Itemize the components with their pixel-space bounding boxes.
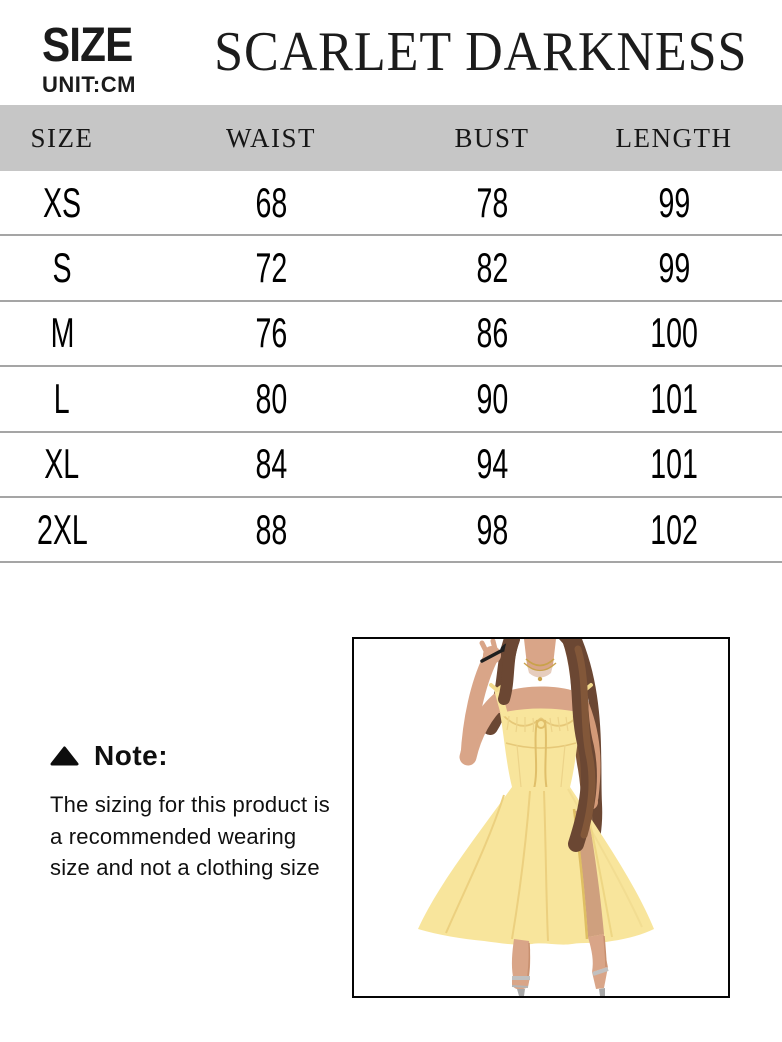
note-section (50, 740, 330, 884)
table-cell (124, 244, 418, 292)
cell-size: 2XL (36, 505, 88, 553)
table-cell (124, 309, 418, 357)
product-image-frame (352, 637, 730, 998)
table-cell (124, 505, 418, 553)
note-line: The sizing for this product is (50, 792, 330, 817)
dress-skirt (418, 787, 654, 945)
column-header-bust: BUST (454, 122, 530, 153)
cell-waist: 76 (255, 309, 287, 357)
brand-title: SCARLET DARKNESS (214, 21, 748, 83)
size-unit-label: UNIT:CM (42, 72, 136, 97)
cell-size: M (50, 309, 74, 357)
table-cell (124, 178, 418, 226)
table-cell (418, 374, 566, 422)
cell-bust: 82 (476, 244, 508, 292)
table-cell (566, 244, 782, 292)
cell-length: 101 (650, 440, 698, 488)
table-row-xs (0, 171, 782, 236)
cell-waist: 84 (255, 440, 287, 488)
table-cell (418, 244, 566, 292)
cell-length: 99 (658, 178, 690, 226)
table-row-xl (0, 433, 782, 498)
table-cell (566, 440, 782, 488)
table-cell (418, 440, 566, 488)
table-cell (0, 440, 124, 488)
table-cell (0, 178, 124, 226)
cell-size: L (54, 374, 70, 422)
product-photo-illustration (354, 639, 728, 996)
size-logo (42, 19, 145, 97)
cell-length: 101 (650, 374, 698, 422)
cell-waist: 72 (255, 244, 287, 292)
table-cell (566, 309, 782, 357)
cell-length: 102 (650, 505, 698, 553)
table-cell (0, 505, 124, 553)
cell-size: XL (44, 440, 80, 488)
table-cell (418, 178, 566, 226)
note-line: size and not a clothing size (50, 855, 320, 880)
cell-length: 99 (658, 244, 690, 292)
note-line: a recommended wearing (50, 823, 297, 849)
table-cell (0, 309, 124, 357)
table-cell (566, 505, 782, 553)
note-heading-row (50, 740, 330, 772)
cell-length: 100 (650, 309, 698, 357)
table-cell (124, 440, 418, 488)
column-header-length: LENGTH (615, 122, 733, 153)
table-cell (124, 374, 418, 422)
cell-bust: 98 (476, 505, 508, 553)
table-cell (566, 374, 782, 422)
size-logo-title: SIZE (42, 19, 133, 72)
table-cell (0, 374, 124, 422)
cell-waist: 68 (255, 178, 287, 226)
table-cell (418, 309, 566, 357)
table-header-row (0, 105, 782, 171)
table-cell (0, 244, 124, 292)
cell-size: XS (42, 178, 82, 226)
triangle-icon (50, 746, 79, 766)
table-cell (418, 505, 566, 553)
table-row-s (0, 236, 782, 301)
cell-bust: 94 (476, 440, 508, 488)
cell-waist: 80 (255, 374, 287, 422)
size-chart-table (0, 105, 782, 563)
table-row-2xl (0, 498, 782, 563)
cell-bust: 86 (476, 309, 508, 357)
cell-waist: 88 (255, 505, 287, 553)
cell-bust: 90 (476, 374, 508, 422)
cell-size: S (52, 244, 72, 292)
column-header-size: SIZE (30, 122, 94, 153)
table-row-m (0, 302, 782, 367)
table-cell (566, 178, 782, 226)
table-row-l (0, 367, 782, 432)
note-heading: Note: (94, 740, 169, 771)
cell-bust: 78 (476, 178, 508, 226)
column-header-waist: WAIST (226, 122, 316, 153)
note-body (50, 789, 330, 884)
table-body (0, 171, 782, 563)
